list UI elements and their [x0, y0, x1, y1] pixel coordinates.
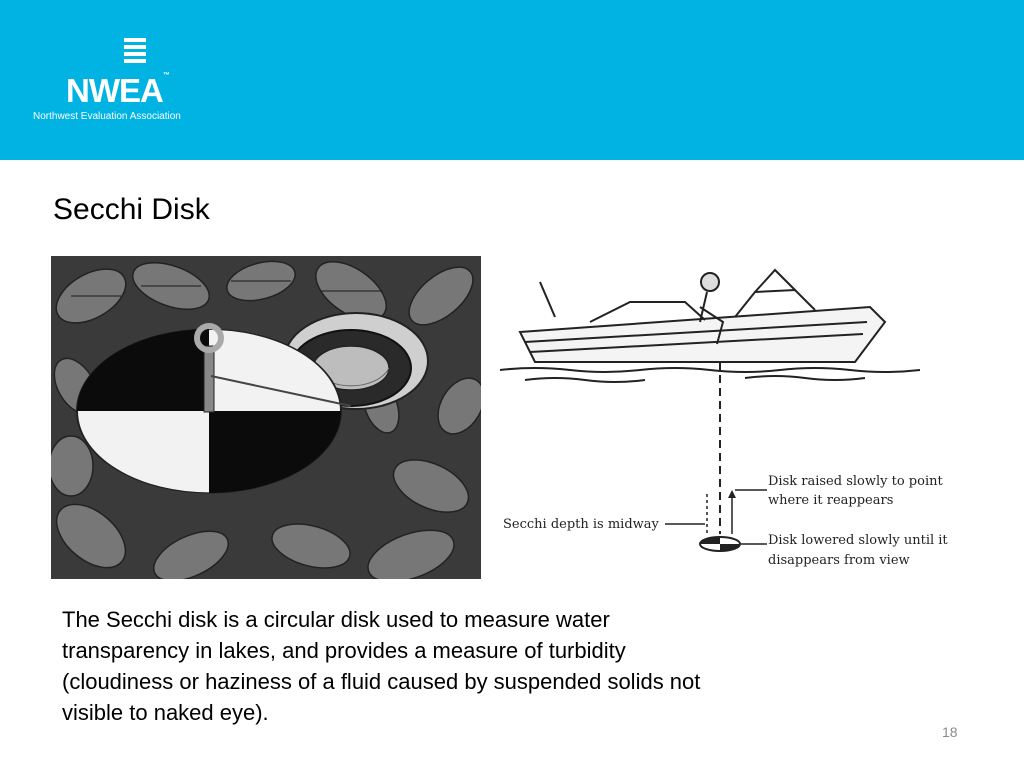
slide-title: Secchi Disk	[53, 193, 210, 226]
label-lowered-line1: Disk lowered slowly until it	[768, 533, 948, 548]
label-lowered-line2: disappears from view	[768, 553, 910, 568]
label-midway: Secchi depth is midway	[503, 517, 659, 532]
disk-icon	[700, 537, 740, 551]
label-raised-line1: Disk raised slowly to point	[768, 474, 943, 489]
header-banner	[0, 0, 1024, 160]
logo-trademark: ™	[162, 72, 169, 79]
logo-subtitle: Northwest Evaluation Association	[33, 111, 181, 122]
nwea-logo	[30, 38, 220, 128]
secchi-disk-photo	[51, 256, 481, 579]
nwea-logo-mark-icon	[124, 38, 146, 66]
slide-body-text: The Secchi disk is a circular disk used to measure water transparency in lakes, and provides a measure of turbidity (cloudiness or haziness of a fluid caused by suspended solids not visible to naked eye).	[62, 607, 701, 725]
secchi-depth-diagram	[495, 262, 965, 582]
logo-text: NWEA	[66, 72, 163, 109]
label-raised-line2: where it reappears	[768, 493, 894, 508]
page-number: 18	[942, 724, 958, 740]
